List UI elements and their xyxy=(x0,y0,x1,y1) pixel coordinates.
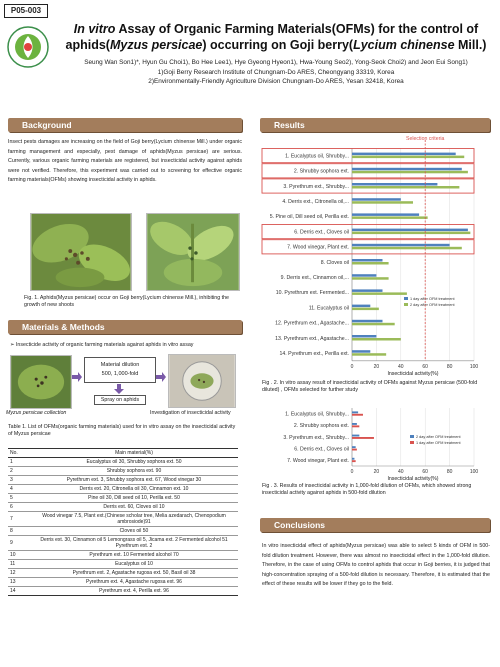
bar xyxy=(352,423,357,425)
legend-label: 2 day after OFM treatment xyxy=(416,435,461,439)
bar xyxy=(352,247,462,250)
x-tick-label: 0 xyxy=(350,469,354,475)
institute-logo xyxy=(6,25,50,69)
table-row xyxy=(8,587,238,596)
bar xyxy=(352,186,459,189)
x-tick-label: 80 xyxy=(446,469,453,475)
bar xyxy=(352,350,370,353)
table-cell-material: Pyrethrum ext. 4, Perilla ext. 96 xyxy=(30,587,238,596)
bar xyxy=(352,244,450,247)
category-label: 6. Derris ext., Cloves oil xyxy=(294,446,349,453)
bar xyxy=(352,198,401,201)
bar xyxy=(352,168,462,171)
table-header-material: Main material(%) xyxy=(30,449,238,458)
table-cell-no: 7 xyxy=(8,512,30,527)
legend-swatch xyxy=(410,441,414,444)
affiliation-1: 1)Goji Berry Research Institute of Chungnam-Do ARES, Cheongyang 33319, Korea xyxy=(157,69,395,76)
bar xyxy=(352,259,383,262)
collection-label: Myzus persicae collection xyxy=(6,410,67,416)
legend-swatch xyxy=(404,297,408,300)
x-tick-label: 20 xyxy=(373,363,380,370)
table-row xyxy=(8,569,238,578)
methods-item: ➢ Insecticide activity of organic farming materials against aphids in vitro assay xyxy=(10,342,194,348)
dilution-values: 500, 1,000-fold xyxy=(101,371,139,377)
dilution-box xyxy=(84,357,156,383)
figure-1-caption: Fig. 1. Aphids(Myzus persicae) occur on Goji berry(Lycium chinense Mill.), inhibiting the growth of new shoots xyxy=(24,295,229,308)
category-label: 3. Pyrethrum ext., Shrubby... xyxy=(283,183,349,190)
category-label: 14. Pyrethrum ext., Perilla ext. xyxy=(279,351,349,357)
table-1-caption: Table 1. List of OFMs(organic farming materials) used for in vitro assay on the insecticidal activity of Myzus persicae xyxy=(8,424,236,437)
dilution-label: Material dilution xyxy=(100,362,140,368)
bar xyxy=(352,232,470,235)
category-label: 7. Wood vinegar, Plant ext. xyxy=(287,244,349,251)
category-label: 7. Wood vinegar, Plant ext. xyxy=(287,458,349,464)
results-heading: Results xyxy=(260,118,490,132)
table-cell-material: Wood vinegar 7.5, Plant ext.(Chinese scholar tree, Melia azedarach, Chenopodium ambrosiode)91 xyxy=(30,512,238,527)
table-row xyxy=(8,494,238,503)
category-label: 1. Eucalyptus oil, Shrubby... xyxy=(285,411,349,418)
x-tick-label: 40 xyxy=(398,363,404,370)
background-heading: Background xyxy=(8,118,242,132)
table-header-no: No. xyxy=(8,449,30,458)
category-label: 6. Derris ext., Cloves oil xyxy=(294,229,349,236)
background-text: Insect pests damages are increasing on the field of Goji berry(Lycium chinense Mill.) under organic farming management and especially, pest damage of aphids(Myzus persicae) are serious. Currently, various organic farming materials are registered, but insecticidal activity against aphids were not verified. Therefore, this experiment was carried out to screening for effective organic farming materials(OFMs) showing insecticidal activity in aphids. xyxy=(8,139,242,184)
category-label: 4. Derris ext., Citronella oil,... xyxy=(282,199,349,205)
bar xyxy=(352,435,359,437)
bar xyxy=(352,425,359,427)
table-row xyxy=(8,578,238,587)
spray-box: Spray on aphids xyxy=(94,395,146,405)
figure-2-chart xyxy=(260,134,496,378)
x-tick-label: 60 xyxy=(422,363,428,370)
bar xyxy=(352,274,376,277)
table-cell-material: Pyrethrum ext. 4, Agastache rugosa ext. 96 xyxy=(30,578,238,587)
bar xyxy=(352,308,379,311)
table-cell-material: Eucalyptus oil 30, Shrubby sophora ext. 50 xyxy=(30,458,238,467)
table-cell-no: 5 xyxy=(8,494,30,503)
table-cell-no: 3 xyxy=(8,476,30,485)
table-cell-material: Derris ext. 60, Cloves oil 10 xyxy=(30,503,238,512)
x-tick-label: 20 xyxy=(373,469,380,475)
bar xyxy=(352,320,383,323)
x-axis-label: Insecticidal activity(%) xyxy=(387,476,439,482)
author-list: Seung Wan Son1)*, Hyun Gu Choi1), Bo Hee Lee1), Hye Gyeong Hyeon1), Hwa-Young Seo2), Yong-Seok Choi2) and Jeon Eui Song1) xyxy=(84,59,468,66)
table-cell-no: 4 xyxy=(8,485,30,494)
category-label: 9. Derris ext., Cinnamon oil,... xyxy=(280,275,349,281)
x-tick-label: 80 xyxy=(446,363,453,370)
table-cell-no: 12 xyxy=(8,569,30,578)
category-label: 11. Eucalyptus oil xyxy=(308,305,349,312)
aphid-photo-1 xyxy=(30,213,132,291)
bar xyxy=(352,183,437,186)
bar xyxy=(352,277,389,280)
category-label: 3. Pyrethrum ext., Shrubby... xyxy=(283,434,349,441)
bar xyxy=(352,411,358,413)
table-row xyxy=(8,503,238,512)
bar xyxy=(352,213,419,216)
table-row xyxy=(8,560,238,569)
bar xyxy=(352,338,401,341)
bar xyxy=(352,216,428,219)
table-cell-material: Pyrethrum ext. 2, Agastache rugosa ext. 50, Basil oil 38 xyxy=(30,569,238,578)
table-cell-no: 11 xyxy=(8,560,30,569)
poster-title: In vitro Assay of Organic Farming Materials(OFMs) for the control of aphids(Myzus persicae) occurring on Goji berry(Lycium chinense Mill.) xyxy=(65,22,487,52)
legend-label: 1 day after OFM treatment xyxy=(416,441,461,445)
bar xyxy=(352,323,395,326)
table-row xyxy=(8,512,238,527)
category-label: 5. Pine oil, Dill seed oil, Perilla ext. xyxy=(269,214,349,221)
bar xyxy=(352,446,356,448)
investigation-photo xyxy=(168,354,236,408)
table-row xyxy=(8,476,238,485)
table-cell-material: Eucalyptus oil 10 xyxy=(30,560,238,569)
table-cell-material: Shrubby sophora ext. 90 xyxy=(30,467,238,476)
figure-3-caption: Fig . 3. Results of insecticidal activity in 1,000-fold dilution of OFMs, which showed strong insecticidal activity against aphids in 500-fold dilution xyxy=(262,483,472,496)
bar xyxy=(352,353,386,356)
table-cell-material: Pine oil 30, Dill seed oil 10, Perilla ext. 50 xyxy=(30,494,238,503)
bar xyxy=(352,437,374,439)
poster-code: P05-003 xyxy=(4,4,48,18)
bar xyxy=(352,414,363,416)
x-tick-label: 0 xyxy=(350,363,354,370)
bar xyxy=(352,305,370,308)
x-tick-label: 60 xyxy=(422,469,428,475)
legend-label: 2 day after OFM treatment xyxy=(410,303,455,307)
category-label: 12. Pyrethrum ext., Agastache... xyxy=(275,320,349,327)
aphid-collection-photo xyxy=(10,355,72,409)
table-cell-no: 14 xyxy=(8,587,30,596)
table-cell-no: 2 xyxy=(8,467,30,476)
bar xyxy=(352,171,468,174)
table-row xyxy=(8,551,238,560)
table-row xyxy=(8,527,238,536)
table-cell-material: Cloves oil 50 xyxy=(30,527,238,536)
bar xyxy=(352,460,356,462)
table-cell-material: Pyrethrum ext. 10 Fermented alcohol 70 xyxy=(30,551,238,560)
x-axis-label: Insecticidal activity(%) xyxy=(387,370,439,377)
table-cell-no: 1 xyxy=(8,458,30,467)
category-label: 13. Pyrethrum ext., Agastache... xyxy=(275,335,349,342)
legend-swatch xyxy=(410,435,414,438)
bar xyxy=(352,458,354,460)
category-label: 2. Shrubby sophora ext. xyxy=(293,423,349,430)
table-cell-material: Derris ext. 30, Cinnamon oil 5 Lemongrass oil 5, Jicama ext. 2 Fermented alcohol 51 Pyrethrum ext. 2 xyxy=(30,536,238,551)
conclusions-text: In vitro insecticidal effect of aphids(Myzus persicae) was able to select 5 kinds of OFM in 500-fold dilution treatment. However, there was almost no insecticidal effect in the 1,000-fold dilution. Therefore, in the case of using OFMs to control aphids that occur in Goji berries, it is judged that high-concentration spraying of a 500-fold dilution is necessary. Therefore, it is estimated that the effect of these results will be lower if they go to the field. xyxy=(262,543,490,588)
bar xyxy=(352,292,407,295)
table-cell-no: 13 xyxy=(8,578,30,587)
table-cell-no: 8 xyxy=(8,527,30,536)
figure-2-caption: Fig . 2. In vitro assay result of insecticidal activity of OFMs against Myzus persicae (500-fold diluted) , OFMs selected for further study xyxy=(262,380,478,393)
bar xyxy=(352,289,383,292)
table-cell-no: 10 xyxy=(8,551,30,560)
table-cell-material: Pyrethrum ext. 3, Shrubby sophora ext. 67, Wood vinegar 30 xyxy=(30,476,238,485)
x-tick-label: 40 xyxy=(398,469,404,475)
conclusions-heading: Conclusions xyxy=(260,518,490,532)
table-row xyxy=(8,536,238,551)
legend-swatch xyxy=(404,303,408,306)
bar xyxy=(352,229,468,232)
table-row xyxy=(8,458,238,467)
category-label: 1. Eucalyptus oil, Shrubby... xyxy=(285,153,349,160)
bar xyxy=(352,335,376,338)
table-cell-no: 9 xyxy=(8,536,30,551)
x-tick-label: 100 xyxy=(469,363,479,370)
arrow-right-icon xyxy=(72,372,82,382)
table-cell-material: Derris ext. 20, Citronella oil 30, Cinnamon ext. 10 xyxy=(30,485,238,494)
arrow-right-icon xyxy=(156,372,166,382)
selection-criteria-label: Selection criteria xyxy=(406,136,445,142)
methods-heading: Materials & Methods xyxy=(8,320,242,334)
affiliation-2: 2)Environmentally-Friendly Agriculture Division Chungnam-Do ARES, Yesan 32418, Korea xyxy=(148,78,404,85)
category-label: 2. Shrubby sophora ext. xyxy=(293,168,349,175)
table-cell-no: 6 xyxy=(8,503,30,512)
x-tick-label: 100 xyxy=(469,469,479,475)
category-label: 10. Pyrethrum ext. Fermented... xyxy=(275,290,349,297)
figure-3-chart xyxy=(260,406,496,482)
bar xyxy=(352,153,456,156)
ofm-table xyxy=(8,448,238,596)
bar xyxy=(352,262,389,265)
arrow-down-icon xyxy=(114,384,124,394)
bar xyxy=(352,156,464,159)
bar xyxy=(352,201,413,204)
legend-label: 1 day after OFM treatment xyxy=(410,297,455,301)
aphid-photo-2 xyxy=(146,213,240,291)
bar xyxy=(352,449,357,451)
arrow-bullet-icon: ➢ xyxy=(10,342,16,348)
table-row xyxy=(8,485,238,494)
table-row xyxy=(8,467,238,476)
investigation-label: Investigation of insecticidal activity xyxy=(150,410,231,416)
category-label: 8. Cloves oil xyxy=(320,259,349,266)
